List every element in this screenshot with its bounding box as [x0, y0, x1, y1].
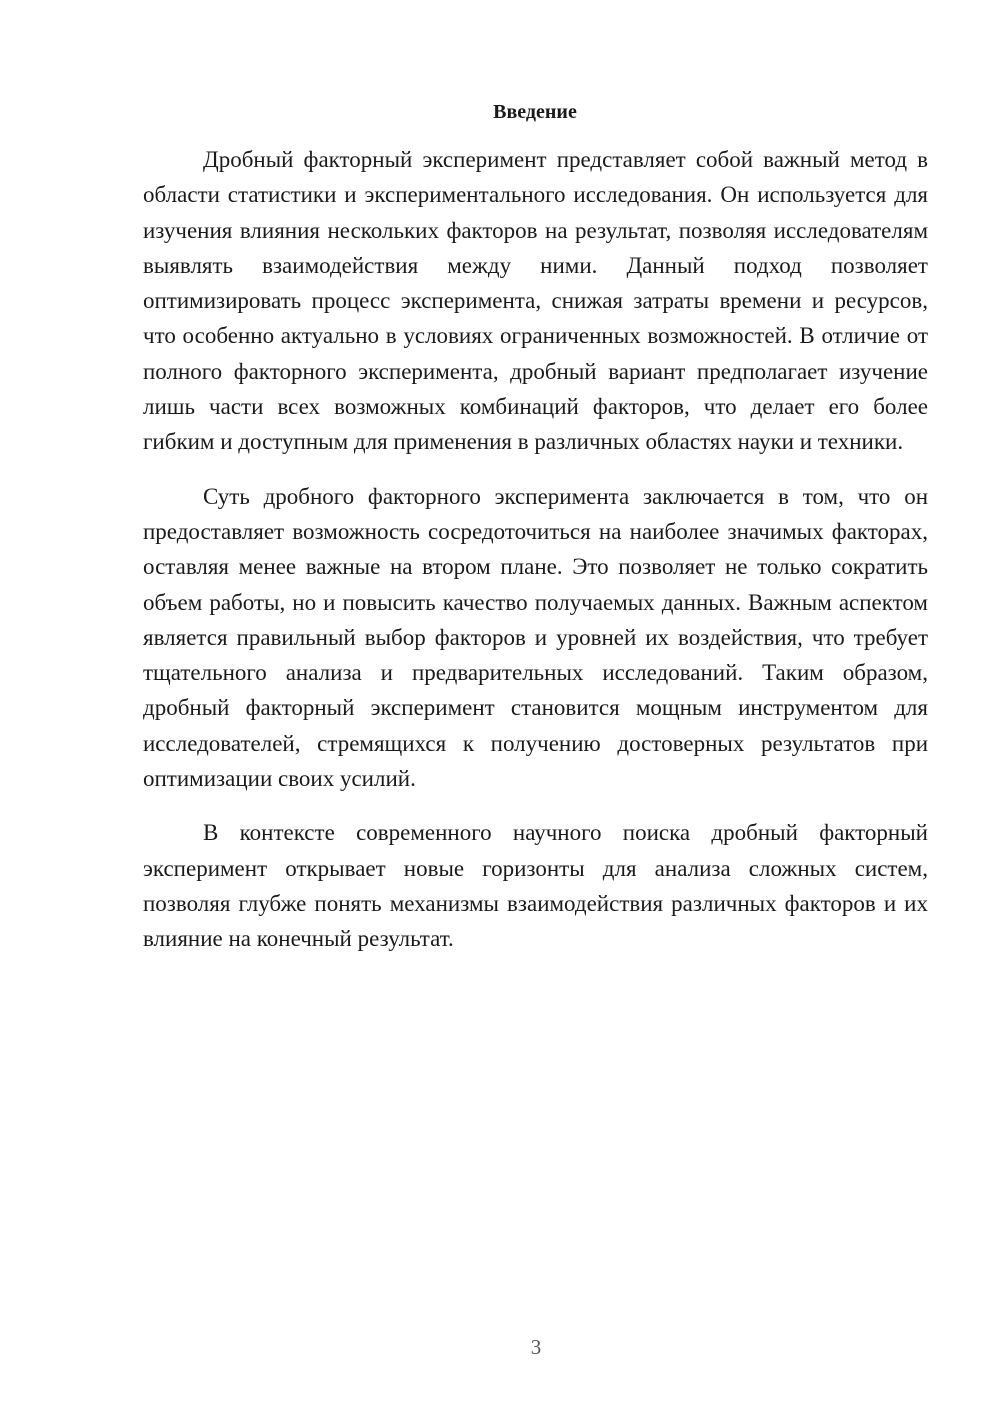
section-title: Введение [493, 101, 577, 123]
section-body [143, 142, 928, 957]
page-number: 3 [530, 1335, 542, 1359]
paragraph-2: Суть дробного факторного эксперимента заключается в том, что он предоставляет возможность сосредоточиться на наиболее значимых факторах, оставляя менее важные на втором плане. Это позволяет не только сократить объем работы, но и повысить качество получаемых данных. Важным аспектом является правильный выбор факторов и уровней их воздействия, что требует тщательного анализа и предварительных исследований. Таким образом, дробный факторный эксперимент становится мощным инструментом для исследователей, стремящихся к получению достоверных результатов при оптимизации своих усилий. [143, 483, 928, 792]
paragraph-1: Дробный факторный эксперимент представляет собой важный метод в области статистики и экспериментального исследования. Он используется для изучения влияния нескольких факторов на результат, позволяя исследователям выявлять взаимодействия между ними. Данный подход позволяет оптимизировать процесс эксперимента, снижая затраты времени и ресурсов, что особенно актуально в условиях ограниченных возможностей. В отличие от полного факторного эксперимента, дробный вариант предполагает изучение лишь части всех возможных комбинаций факторов, что делает его более гибким и доступным для применения в различных областях науки и техники. [143, 147, 928, 455]
paragraph-3: В контексте современного научного поиска дробный факторный эксперимент открывает новые горизонты для анализа сложных систем, позволяя глубже понять механизмы взаимодействия различных факторов и их влияние на конечный результат. [143, 820, 928, 952]
